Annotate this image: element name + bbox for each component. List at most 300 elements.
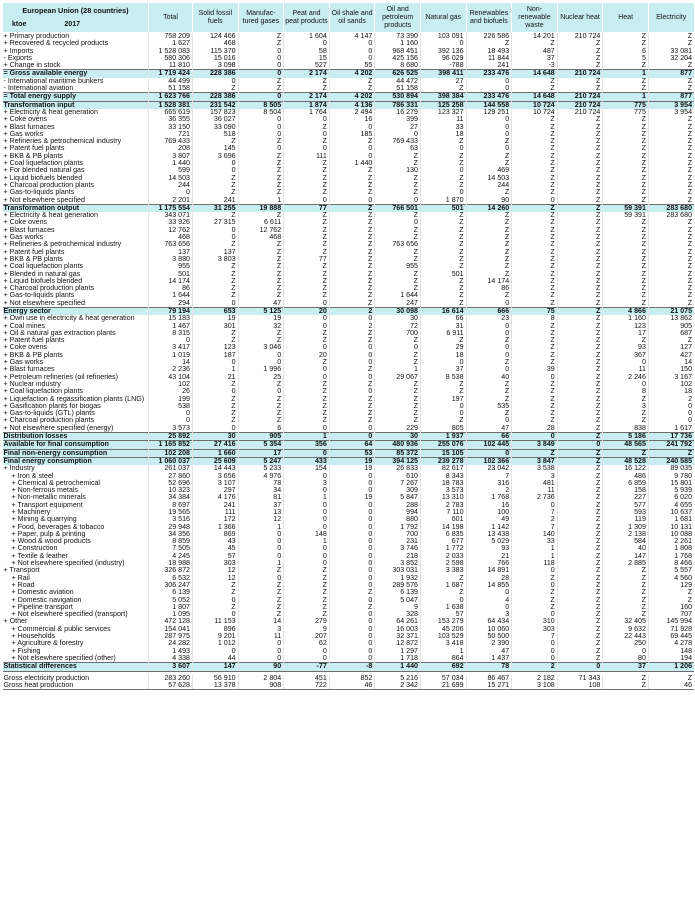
value-cell: 1 681 bbox=[648, 516, 694, 523]
value-cell: 501 bbox=[149, 271, 193, 278]
value-cell: Z bbox=[512, 145, 558, 152]
value-cell: Z bbox=[420, 234, 466, 241]
value-cell: 0 bbox=[466, 449, 512, 457]
value-cell: 3 bbox=[512, 473, 558, 480]
value-cell: Z bbox=[238, 381, 284, 388]
value-cell: Z bbox=[512, 604, 558, 611]
value-cell: 2 494 bbox=[329, 109, 375, 116]
value-cell: Z bbox=[375, 182, 421, 189]
table-row bbox=[3, 78, 695, 85]
value-cell: Z bbox=[284, 78, 330, 85]
energy-balance-sheet bbox=[2, 2, 693, 690]
value-cell: 47 bbox=[466, 425, 512, 433]
row-label: + Electricity & heat generation bbox=[3, 211, 98, 220]
row-label: + Patent fuel plants bbox=[3, 144, 65, 153]
table-row bbox=[3, 410, 695, 417]
value-cell: 1 019 bbox=[149, 352, 193, 359]
value-cell: 11 844 bbox=[466, 55, 512, 62]
value-cell: Z bbox=[603, 241, 649, 248]
value-cell: 501 bbox=[420, 271, 466, 278]
row-label: + Iron & steel bbox=[11, 471, 54, 480]
value-cell: 6 611 bbox=[238, 219, 284, 226]
value-cell: 48 528 bbox=[603, 457, 649, 465]
value-cell: 0 bbox=[193, 300, 239, 308]
value-cell: Z bbox=[557, 62, 603, 70]
value-cell: 1 932 bbox=[375, 575, 421, 582]
value-cell: Z bbox=[238, 330, 284, 337]
value-cell: 0 bbox=[193, 359, 239, 366]
value-cell: Z bbox=[557, 271, 603, 278]
value-cell: 852 bbox=[329, 675, 375, 682]
row-label: + Not elsewhere specified (energy) bbox=[3, 423, 114, 432]
value-cell: Z bbox=[284, 189, 330, 196]
value-cell: Z bbox=[557, 567, 603, 574]
table-row bbox=[3, 611, 695, 618]
value-cell: Z bbox=[238, 175, 284, 182]
value-cell: 22 443 bbox=[603, 633, 649, 640]
value-cell: 228 386 bbox=[193, 93, 239, 101]
value-cell: 63 bbox=[375, 145, 421, 152]
value-cell: 297 bbox=[193, 487, 239, 494]
value-cell: 11 bbox=[603, 366, 649, 373]
value-cell: Z bbox=[238, 256, 284, 263]
value-cell: Z bbox=[648, 33, 694, 41]
table-row bbox=[3, 626, 695, 633]
value-cell: 0 bbox=[238, 648, 284, 655]
value-cell: 309 bbox=[375, 487, 421, 494]
value-cell: 123 bbox=[193, 344, 239, 351]
value-cell: Z bbox=[557, 433, 603, 441]
value-cell: 665 619 bbox=[149, 109, 193, 116]
value-cell: Z bbox=[557, 344, 603, 351]
value-cell: 1 bbox=[238, 197, 284, 205]
value-cell: 968 451 bbox=[375, 48, 421, 55]
value-cell: Z bbox=[648, 263, 694, 270]
value-cell: 1 012 bbox=[193, 640, 239, 647]
value-cell: Z bbox=[375, 352, 421, 359]
value-cell: Z bbox=[603, 271, 649, 278]
value-cell: 154 bbox=[284, 465, 330, 472]
row-label: + Other bbox=[3, 617, 28, 626]
value-cell: Z bbox=[557, 337, 603, 344]
table-row bbox=[3, 516, 695, 523]
value-cell: Z bbox=[193, 403, 239, 410]
value-cell: Z bbox=[420, 227, 466, 234]
value-cell: 0 bbox=[284, 487, 330, 494]
value-cell: 4 338 bbox=[149, 655, 193, 663]
value-cell: 283 680 bbox=[648, 204, 694, 212]
value-cell: 427 bbox=[648, 352, 694, 359]
value-cell: Z bbox=[238, 78, 284, 85]
value-cell: 486 bbox=[603, 473, 649, 480]
value-cell: Z bbox=[466, 219, 512, 226]
value-cell: 8 bbox=[603, 388, 649, 395]
value-cell: Z bbox=[648, 153, 694, 160]
value-cell: 5 047 bbox=[375, 597, 421, 604]
value-cell: Z bbox=[466, 153, 512, 160]
value-cell: 118 bbox=[512, 560, 558, 567]
value-cell: 0 bbox=[329, 509, 375, 516]
value-cell: 51 158 bbox=[375, 85, 421, 93]
value-cell: Z bbox=[557, 538, 603, 545]
value-cell: Z bbox=[238, 212, 284, 219]
value-cell: Z bbox=[557, 516, 603, 523]
value-cell: 0 bbox=[329, 145, 375, 152]
value-cell: 17 bbox=[238, 449, 284, 457]
value-cell: 77 bbox=[284, 256, 330, 263]
value-cell: Z bbox=[329, 337, 375, 344]
value-cell: 14 648 bbox=[512, 93, 558, 101]
value-cell: 100 bbox=[466, 509, 512, 516]
energy-balance-table bbox=[2, 2, 695, 690]
value-cell: 316 bbox=[466, 480, 512, 487]
value-cell: Z bbox=[648, 197, 694, 205]
value-cell: 27 315 bbox=[193, 219, 239, 226]
value-cell: Z bbox=[603, 300, 649, 308]
table-row bbox=[3, 682, 695, 690]
value-cell: 0 bbox=[149, 337, 193, 344]
value-cell: 1 528 083 bbox=[149, 48, 193, 55]
value-cell: 12 762 bbox=[149, 227, 193, 234]
value-cell: 18 493 bbox=[466, 48, 512, 55]
value-cell: Z bbox=[603, 396, 649, 403]
column-header: Natural gas bbox=[420, 3, 466, 33]
value-cell: Z bbox=[603, 263, 649, 270]
value-cell: Z bbox=[557, 85, 603, 93]
value-cell: Z bbox=[648, 241, 694, 248]
value-cell: 468 bbox=[193, 40, 239, 47]
value-cell: 288 bbox=[375, 502, 421, 509]
value-cell: 5 354 bbox=[238, 441, 284, 449]
value-cell: 692 bbox=[420, 663, 466, 671]
value-cell: Z bbox=[420, 175, 466, 182]
value-cell: Z bbox=[466, 40, 512, 47]
value-cell: 226 586 bbox=[466, 33, 512, 41]
value-cell: 0 bbox=[284, 315, 330, 322]
value-cell: Z bbox=[512, 175, 558, 182]
value-cell: Z bbox=[512, 85, 558, 93]
value-cell: 0 bbox=[284, 344, 330, 351]
value-cell: 90 bbox=[238, 663, 284, 671]
value-cell: 769 433 bbox=[375, 138, 421, 145]
value-cell: Z bbox=[557, 589, 603, 596]
value-cell: 157 823 bbox=[193, 109, 239, 116]
value-cell: Z bbox=[466, 337, 512, 344]
value-cell: 1 807 bbox=[149, 604, 193, 611]
row-label: + Gas works bbox=[3, 233, 44, 242]
value-cell: 25 892 bbox=[149, 433, 193, 441]
value-cell: Z bbox=[648, 175, 694, 182]
value-cell: 27 860 bbox=[149, 473, 193, 480]
value-cell: 172 bbox=[193, 516, 239, 523]
value-cell: 1 764 bbox=[284, 109, 330, 116]
value-cell: 0 bbox=[149, 410, 193, 417]
value-cell: 0 bbox=[603, 359, 649, 366]
value-cell: Z bbox=[648, 85, 694, 93]
value-cell: 103 091 bbox=[420, 33, 466, 41]
row-label: + Electricity & heat generation bbox=[3, 107, 98, 116]
value-cell: Z bbox=[375, 227, 421, 234]
value-cell: Z bbox=[466, 292, 512, 299]
value-cell: Z bbox=[557, 307, 603, 315]
value-cell: Z bbox=[329, 278, 375, 285]
row-label: + Industry bbox=[3, 464, 35, 473]
value-cell: 37 bbox=[603, 663, 649, 671]
value-cell: 14 198 bbox=[420, 524, 466, 531]
table-row bbox=[3, 160, 695, 167]
value-cell: 93 bbox=[603, 344, 649, 351]
value-cell: 19 bbox=[193, 315, 239, 322]
table-row bbox=[3, 189, 695, 196]
value-cell: 10 724 bbox=[512, 109, 558, 116]
value-cell: 52 696 bbox=[149, 480, 193, 487]
value-cell: Z bbox=[420, 219, 466, 226]
value-cell: 775 bbox=[603, 101, 649, 109]
value-cell: 0 bbox=[557, 441, 603, 449]
table-row bbox=[3, 256, 695, 263]
value-cell: Z bbox=[420, 300, 466, 308]
value-cell: Z bbox=[238, 241, 284, 248]
value-cell: 36 355 bbox=[149, 116, 193, 123]
value-cell: Z bbox=[557, 374, 603, 381]
table-row bbox=[3, 359, 695, 366]
value-cell: 0 bbox=[375, 219, 421, 226]
section-row bbox=[3, 93, 695, 101]
value-cell: 111 bbox=[193, 509, 239, 516]
value-cell: 75 bbox=[512, 307, 558, 315]
row-label: Available for final consumption bbox=[3, 441, 149, 449]
value-cell: Z bbox=[512, 300, 558, 308]
row-label: Transformation input bbox=[3, 101, 149, 109]
value-cell: 0 bbox=[512, 567, 558, 574]
value-cell: Z bbox=[238, 410, 284, 417]
value-cell: 6 020 bbox=[648, 494, 694, 501]
column-header: Solid fossil fuels bbox=[193, 3, 239, 33]
value-cell: 241 bbox=[193, 197, 239, 205]
value-cell: 480 936 bbox=[375, 441, 421, 449]
value-cell: Z bbox=[329, 227, 375, 234]
value-cell: Z bbox=[557, 78, 603, 85]
value-cell: 10 060 bbox=[466, 626, 512, 633]
value-cell: 34 356 bbox=[149, 531, 193, 538]
value-cell: Z bbox=[512, 278, 558, 285]
value-cell: 255 076 bbox=[420, 441, 466, 449]
value-cell: 0 bbox=[648, 403, 694, 410]
value-cell: 1 095 bbox=[149, 611, 193, 618]
value-cell: 3 bbox=[603, 403, 649, 410]
value-cell: Z bbox=[284, 359, 330, 366]
value-cell: 44 499 bbox=[149, 78, 193, 85]
value-cell: 5 186 bbox=[603, 433, 649, 441]
value-cell: 5 233 bbox=[238, 465, 284, 472]
value-cell: Z bbox=[603, 182, 649, 189]
value-cell: 2 201 bbox=[149, 197, 193, 205]
table-row bbox=[3, 403, 695, 410]
value-cell: Z bbox=[375, 189, 421, 196]
value-cell: Z bbox=[466, 249, 512, 256]
value-cell: 4 147 bbox=[329, 33, 375, 41]
value-cell: 328 bbox=[375, 611, 421, 618]
value-cell: Z bbox=[420, 241, 466, 248]
table-row bbox=[3, 640, 695, 647]
value-cell: Z bbox=[466, 256, 512, 263]
value-cell: 3 107 bbox=[193, 480, 239, 487]
row-label: + Mining & quarrying bbox=[11, 515, 77, 524]
value-cell: 0 bbox=[284, 473, 330, 480]
value-cell: Z bbox=[238, 153, 284, 160]
value-cell: 127 bbox=[648, 344, 694, 351]
value-cell: Z bbox=[648, 219, 694, 226]
value-cell: 481 bbox=[512, 480, 558, 487]
value-cell: 3 bbox=[466, 611, 512, 618]
value-cell: 707 bbox=[648, 611, 694, 618]
row-label: + Pipeline transport bbox=[11, 602, 73, 611]
value-cell: 15 016 bbox=[193, 55, 239, 62]
value-cell: Z bbox=[648, 292, 694, 299]
value-cell: 14 891 bbox=[466, 567, 512, 574]
value-cell: 69 445 bbox=[648, 633, 694, 640]
row-label: + Domestic navigation bbox=[11, 595, 82, 604]
value-cell: 16 bbox=[466, 502, 512, 509]
value-cell: 71 928 bbox=[648, 626, 694, 633]
value-cell: 30 bbox=[193, 433, 239, 441]
value-cell: 535 bbox=[466, 403, 512, 410]
value-cell: 0 bbox=[420, 189, 466, 196]
value-cell: 1 206 bbox=[648, 663, 694, 671]
value-cell: 102 208 bbox=[149, 449, 193, 457]
value-cell: 64 434 bbox=[466, 618, 512, 625]
value-cell: 1 bbox=[238, 524, 284, 531]
value-cell: 303 031 bbox=[375, 567, 421, 574]
value-cell: Z bbox=[512, 597, 558, 604]
value-cell: 43 bbox=[193, 538, 239, 545]
value-cell: 123 bbox=[603, 323, 649, 330]
column-header: Electricity bbox=[648, 3, 694, 33]
table-row bbox=[3, 263, 695, 270]
value-cell: 6 911 bbox=[420, 330, 466, 337]
table-row bbox=[3, 633, 695, 640]
value-cell: 5 847 bbox=[375, 494, 421, 501]
value-cell: 2 804 bbox=[238, 675, 284, 682]
value-cell: 8 505 bbox=[238, 101, 284, 109]
value-cell: Z bbox=[193, 589, 239, 596]
value-cell: 0 bbox=[648, 417, 694, 424]
value-cell: 18 783 bbox=[420, 480, 466, 487]
value-cell: Z bbox=[284, 212, 330, 219]
value-cell: Z bbox=[603, 410, 649, 417]
value-cell: 6 532 bbox=[149, 575, 193, 582]
value-cell: 137 bbox=[193, 249, 239, 256]
section-row bbox=[3, 449, 695, 457]
table-row bbox=[3, 538, 695, 545]
value-cell: 2 138 bbox=[603, 531, 649, 538]
value-cell: 210 724 bbox=[557, 93, 603, 101]
value-cell: Z bbox=[648, 167, 694, 174]
value-cell: 721 bbox=[149, 131, 193, 138]
value-cell: Z bbox=[420, 160, 466, 167]
value-cell: 0 bbox=[420, 167, 466, 174]
value-cell: 0 bbox=[329, 538, 375, 545]
value-cell: 0 bbox=[193, 597, 239, 604]
value-cell: Z bbox=[329, 189, 375, 196]
value-cell: 1 bbox=[284, 494, 330, 501]
row-label: + Non-metallic minerals bbox=[11, 493, 86, 502]
value-cell: Z bbox=[238, 263, 284, 270]
value-cell: 306 247 bbox=[149, 582, 193, 589]
value-cell: Z bbox=[557, 575, 603, 582]
value-cell: 5 216 bbox=[375, 675, 421, 682]
row-label: + Rail bbox=[11, 573, 30, 582]
value-cell: Z bbox=[603, 449, 649, 457]
value-cell: 7 bbox=[512, 524, 558, 531]
value-cell: 287 975 bbox=[149, 633, 193, 640]
value-cell: Z bbox=[238, 589, 284, 596]
value-cell: 34 bbox=[238, 487, 284, 494]
value-cell: 0 bbox=[238, 93, 284, 101]
value-cell: 0 bbox=[512, 611, 558, 618]
value-cell: Z bbox=[557, 425, 603, 433]
value-cell: 231 bbox=[375, 538, 421, 545]
table-row bbox=[3, 249, 695, 256]
value-cell: 48 565 bbox=[603, 441, 649, 449]
value-cell: 0 bbox=[329, 655, 375, 663]
value-cell: 23 bbox=[466, 315, 512, 322]
value-cell: 241 bbox=[193, 502, 239, 509]
value-cell: 102 bbox=[149, 381, 193, 388]
value-cell: Z bbox=[557, 403, 603, 410]
value-cell: Z bbox=[420, 589, 466, 596]
value-cell: 30 bbox=[375, 315, 421, 322]
value-cell: Z bbox=[193, 189, 239, 196]
row-label: + Charcoal production plants bbox=[3, 180, 95, 189]
value-cell: Z bbox=[557, 167, 603, 174]
value-cell: 14 443 bbox=[193, 465, 239, 472]
value-cell: 210 724 bbox=[557, 109, 603, 116]
row-label: + Own use in electricity & heat generation bbox=[3, 314, 135, 323]
value-cell: Z bbox=[603, 675, 649, 682]
value-cell: Z bbox=[557, 359, 603, 366]
value-cell: 0 bbox=[329, 560, 375, 567]
value-cell: Z bbox=[603, 175, 649, 182]
value-cell: 0 bbox=[466, 131, 512, 138]
value-cell: 3 098 bbox=[193, 62, 239, 70]
value-cell: Z bbox=[375, 381, 421, 388]
value-cell: Z bbox=[557, 241, 603, 248]
column-header: Manufac-tured gases bbox=[238, 3, 284, 33]
value-cell: 21 bbox=[466, 553, 512, 560]
value-cell: Z bbox=[512, 330, 558, 337]
value-cell: 0 bbox=[284, 509, 330, 516]
value-cell: 3 807 bbox=[149, 153, 193, 160]
value-cell: 7 110 bbox=[420, 509, 466, 516]
value-cell: 0 bbox=[284, 524, 330, 531]
value-cell: Z bbox=[512, 256, 558, 263]
value-cell: 518 bbox=[193, 131, 239, 138]
value-cell: 241 792 bbox=[648, 441, 694, 449]
value-cell: Z bbox=[603, 189, 649, 196]
value-cell: 17 736 bbox=[648, 433, 694, 441]
column-header: Oil and petroleum products bbox=[375, 3, 421, 33]
unit-label: ktoe bbox=[12, 20, 27, 28]
value-cell: 119 bbox=[603, 516, 649, 523]
table-row bbox=[3, 124, 695, 131]
value-cell: 1 165 852 bbox=[149, 441, 193, 449]
value-cell: Z bbox=[284, 410, 330, 417]
value-cell: 47 bbox=[238, 300, 284, 308]
value-cell: Z bbox=[557, 145, 603, 152]
value-cell: 0 bbox=[284, 553, 330, 560]
value-cell: Z bbox=[466, 227, 512, 234]
